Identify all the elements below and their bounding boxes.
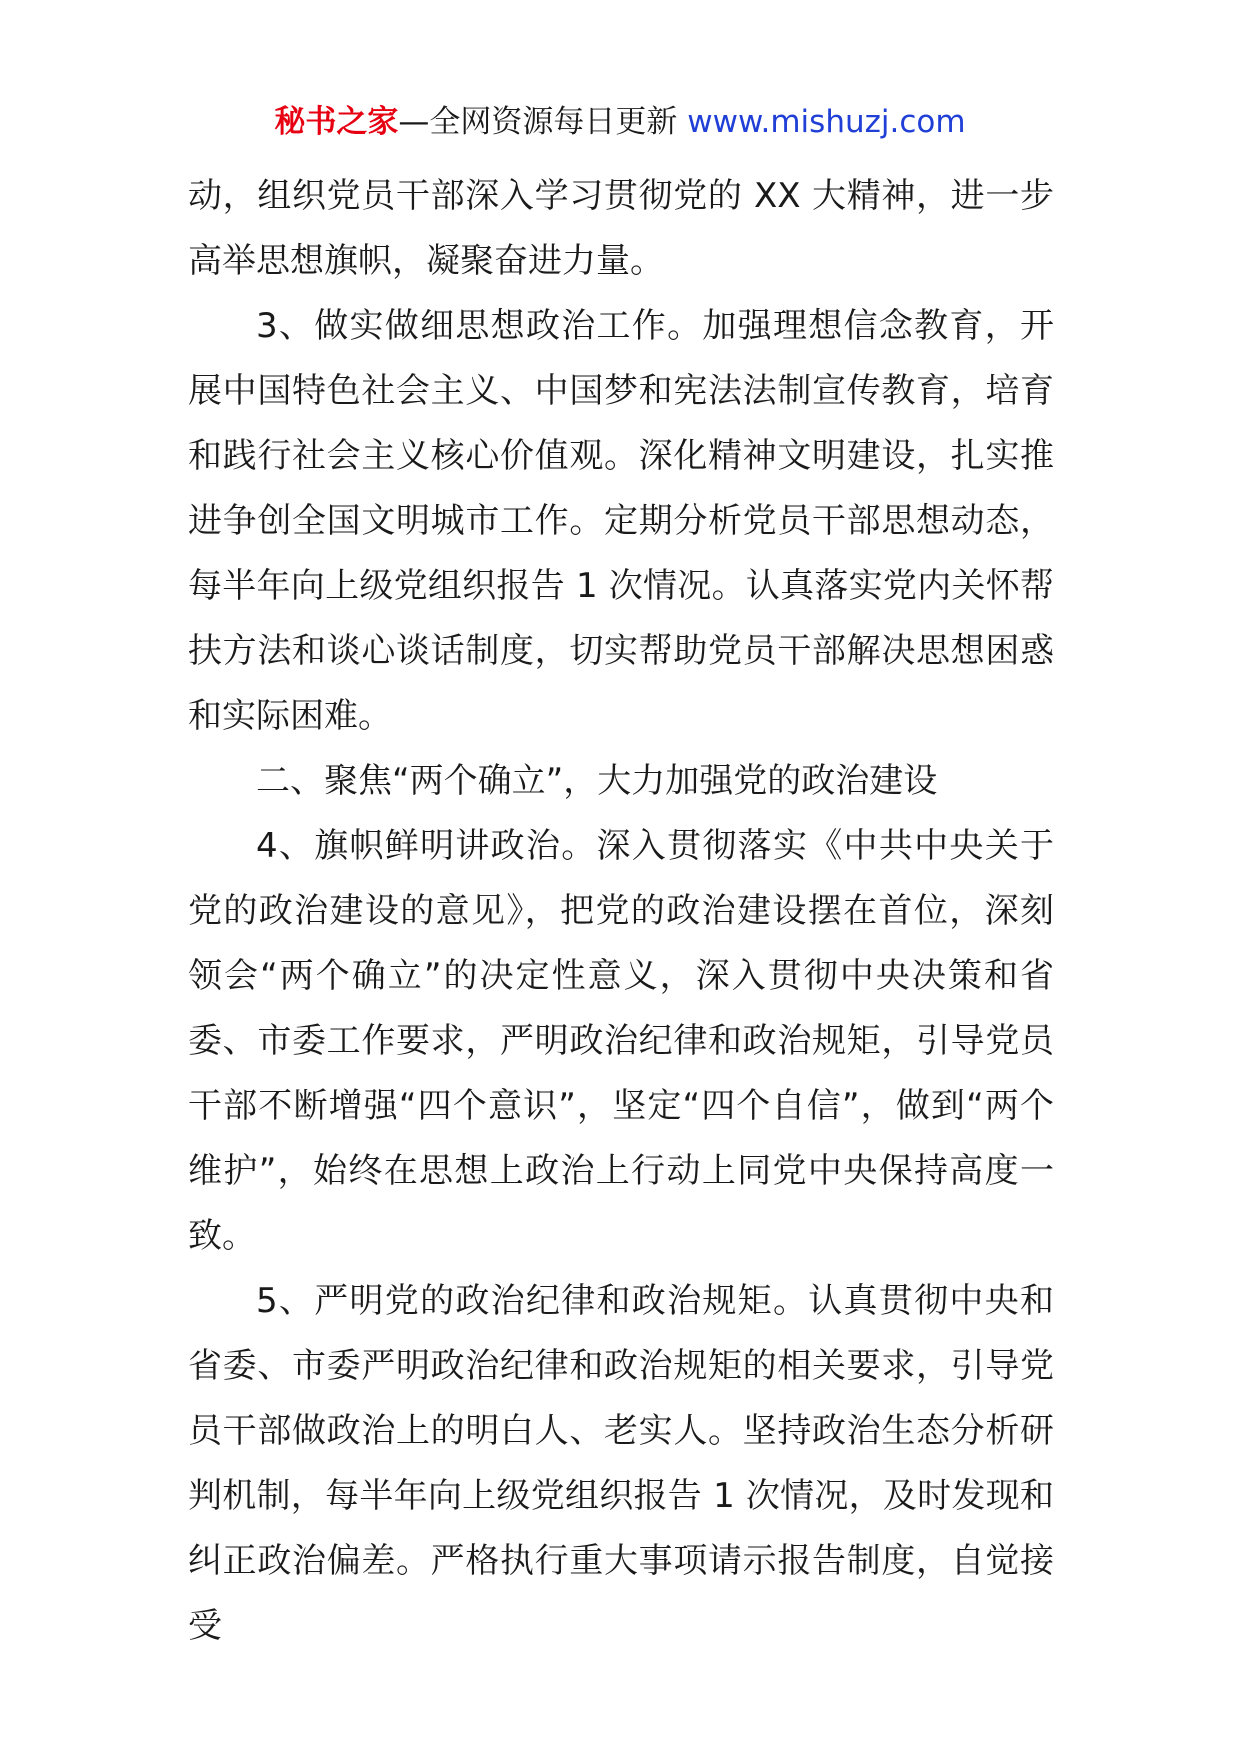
section-heading: 二、聚焦“两个确立”，大力加强党的政治建设 [256,761,938,801]
paragraph: 5、严明党的政治纪律和政治规矩。认真贯彻中央和省委、市委严明政治纪律和政治规矩的相关要求，引导党员干部做政治上的明白人、老实人。坚持政治生态分析研判机制，每半年向上级党组织报告 1 次情况，及时发现和纠正政治偏差。严格执行重大事项请示报告制度，自觉接受 [188,1281,1054,1646]
page-header [0,100,1240,144]
paragraph: 3、做实做细思想政治工作。加强理想信念教育，开展中国特色社会主义、中国梦和宪法法制宣传教育，培育和践行社会主义核心价值观。深化精神文明建设，扎实推进争创全国文明城市工作。定期分析党员干部思想动态，每半年向上级党组织报告 1 次情况。认真落实党内关怀帮扶方法和谈心谈话制度，切实帮助党员干部解决思想困惑和实际困难。 [188,306,1054,736]
brand-name: 秘书之家 [274,104,399,140]
paragraph: 动，组织党员干部深入学习贯彻党的 XX 大精神，进一步高举思想旗帜，凝聚奋进力量。 [188,176,1054,281]
header-url[interactable]: www.mishuzj.com [687,104,966,140]
document-body [188,164,1054,1659]
paragraph: 4、旗帜鲜明讲政治。深入贯彻落实《中共中央关于党的政治建设的意见》，把党的政治建设摆在首位，深刻领会“两个确立”的决定性意义，深入贯彻中央决策和省委、市委工作要求，严明政治纪律和政治规矩，引导党员干部不断增强“四个意识”，坚定“四个自信”，做到“两个维护”，始终在思想上政治上行动上同党中央保持高度一致。 [188,826,1054,1256]
header-tagline: —全网资源每日更新 [398,104,688,140]
